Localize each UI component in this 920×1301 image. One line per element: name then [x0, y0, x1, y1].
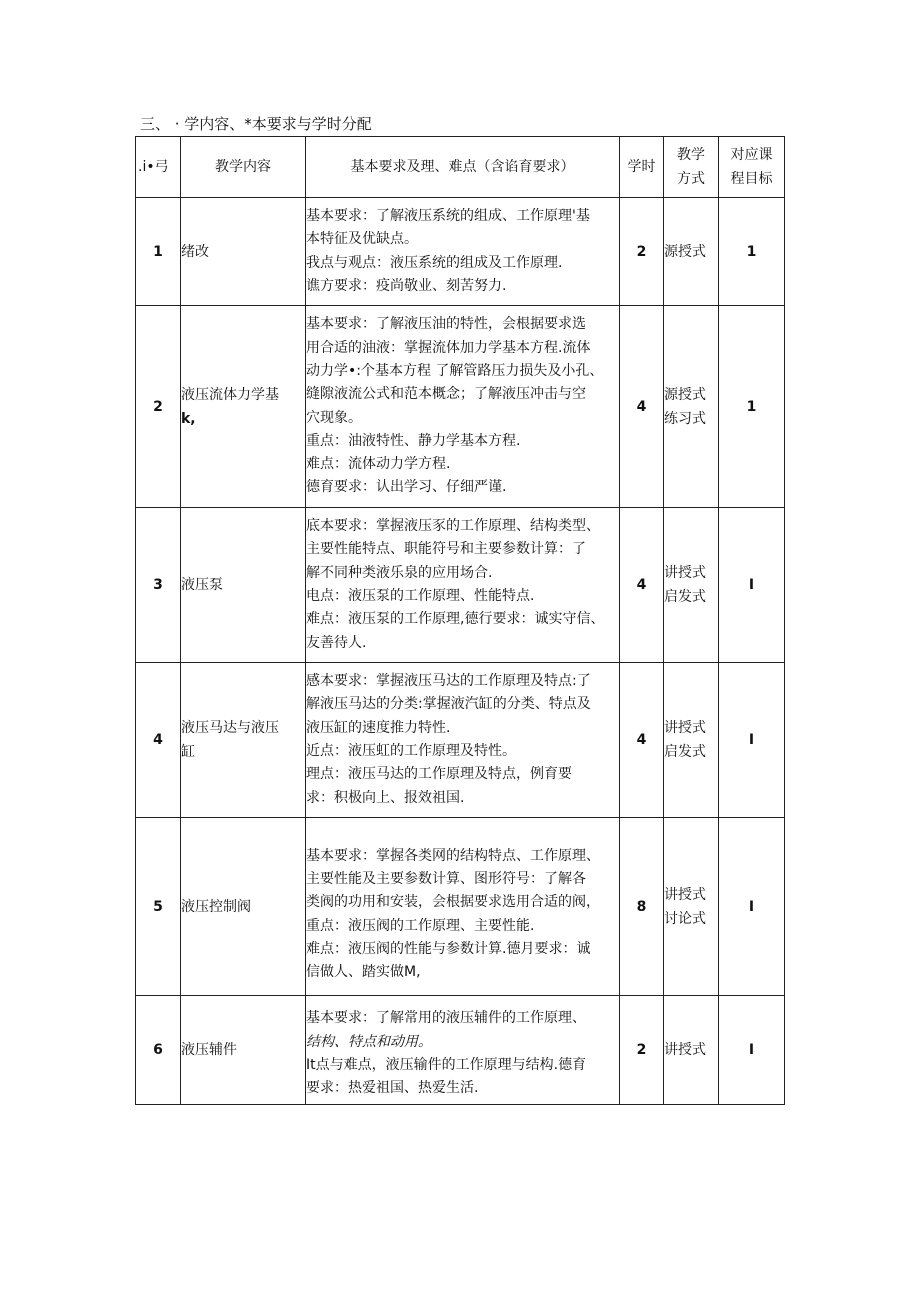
row-hours: 4	[620, 508, 664, 663]
row-goal: I	[719, 996, 785, 1105]
req-line: 友善待人.	[306, 634, 367, 651]
row-mode	[664, 306, 719, 508]
table-row	[136, 198, 785, 306]
req-line: 结构、特点和动用。	[306, 1033, 432, 1050]
req-line: 理点：液压马达的工作原理及特点，例育要	[306, 766, 572, 783]
row-requirements	[306, 663, 620, 818]
table-row	[136, 818, 785, 996]
req-line: 解不同种类液乐泉的应用场合.	[306, 564, 493, 581]
header-no: .i•弓	[136, 137, 181, 198]
row-topic: 绪改	[181, 198, 306, 306]
row-hours: 4	[620, 306, 664, 508]
req-line: 难点：液压泵的工作原理,德行要求：诚实守信、	[306, 611, 605, 628]
row-number: 2	[136, 306, 181, 508]
topic-line: 缸	[181, 744, 195, 760]
table-header-row	[136, 137, 785, 198]
req-line: 难点：流体动力学方程.	[306, 456, 451, 473]
mode-line: 启发式	[664, 589, 706, 605]
req-line: 用合适的油液：掌握流体加力学基本方程.流体	[306, 339, 591, 356]
req-line: 主要性能特点、职能符号和主要参数计算：了	[306, 541, 586, 558]
req-line: 动力学•:个基本方程 了解管路压力损失及小孔、	[306, 362, 604, 379]
header-topic: 教学内容	[181, 137, 306, 198]
mode-line: 讲授式	[664, 565, 706, 581]
req-line: 求：积极向上、报效祖国.	[306, 789, 465, 806]
req-line: 德育要求：认出学习、仔细严谨.	[306, 479, 507, 496]
header-mode-line2: 方式	[677, 171, 705, 187]
req-line: 基本要求：掌握各类网的结构特点、工作原理、	[306, 847, 600, 864]
req-line: 基本要求：了解液压系统的组成、工作原理'基	[306, 207, 590, 224]
row-number: 4	[136, 663, 181, 818]
table-row	[136, 996, 785, 1105]
row-goal: 1	[719, 306, 785, 508]
req-line: 我点与观点：液压系统的组成及工作原理.	[306, 254, 563, 271]
row-topic: 液压泵	[181, 508, 306, 663]
header-goal-line1: 对应课	[730, 147, 773, 163]
row-requirements	[306, 198, 620, 306]
req-line: 基本要求：了解液压油的特性，会根据要求选	[306, 316, 586, 333]
table-row	[136, 306, 785, 508]
row-mode	[664, 508, 719, 663]
row-requirements	[306, 818, 620, 996]
row-hours: 8	[620, 818, 664, 996]
mode-line: 源授式	[664, 386, 706, 403]
req-line: 解液压马达的分类:掌握液汽缸的分类、特点及	[306, 696, 591, 713]
row-mode	[664, 198, 719, 306]
row-hours: 2	[620, 996, 664, 1105]
req-line: 基本要求：了解常用的液压辅件的工作原理、	[306, 1010, 586, 1027]
teaching-plan-table	[135, 136, 785, 1105]
row-goal: I	[719, 663, 785, 818]
row-number: 5	[136, 818, 181, 996]
req-line: 要求：热爱祖国、热爱生活.	[306, 1080, 479, 1097]
row-requirements	[306, 508, 620, 663]
row-requirements	[306, 996, 620, 1105]
req-line: 底本要求：掌握液压豕的工作原理、结构类型、	[306, 518, 600, 535]
req-line: 近点：液压虹的工作原理及特性。	[306, 743, 516, 759]
row-topic	[181, 306, 306, 508]
row-mode	[664, 818, 719, 996]
row-number: 3	[136, 508, 181, 663]
table-row	[136, 663, 785, 818]
req-line: 重点：油液特性、静力学基本方程.	[306, 432, 521, 449]
req-line: 信做人、踏实做M,	[306, 964, 421, 981]
mode-line: 讲授式	[664, 720, 706, 736]
header-hours: 学时	[620, 137, 664, 198]
req-line: 谯方要求：疫尚敬业、刻苦努力.	[306, 277, 507, 294]
mode-line: 讲授式	[664, 886, 706, 903]
row-goal: I	[719, 508, 785, 663]
req-line: 液压缸的速度推力特性.	[306, 719, 451, 736]
header-requirements: 基本要求及理、难点（含谄育要求）	[306, 137, 620, 198]
req-line: 穴现象。	[306, 409, 362, 426]
row-number: 1	[136, 198, 181, 306]
mode-line: 讨论式	[664, 910, 706, 927]
req-line: 感本要求：掌握液压马达的工作原理及特点:了	[306, 673, 591, 690]
row-number: 6	[136, 996, 181, 1105]
mode-line: 讲授式	[664, 1042, 706, 1058]
row-topic: 液压控制阀	[181, 818, 306, 996]
mode-line: 练习式	[664, 410, 706, 427]
header-mode-line1: 教学	[677, 147, 705, 163]
header-goal	[719, 137, 785, 198]
req-line: 重点：液压阀的工作原理、主要性能.	[306, 917, 535, 934]
req-line: 本特征及优缺点。	[306, 231, 418, 248]
req-line: 主要性能及主要参数计算、图形符号：了解各	[306, 870, 586, 887]
req-line: 难点：液压阀的性能与参数计算.德月要求：诚	[306, 940, 591, 957]
header-mode	[664, 137, 719, 198]
req-line: 电点：液压泵的工作原理、性能特点.	[306, 588, 535, 604]
topic-line: k,	[181, 410, 196, 427]
req-line: 类阀的功用和安装，会根据要求选用合适的阀，	[306, 894, 600, 911]
row-mode	[664, 663, 719, 818]
row-topic	[181, 663, 306, 818]
mode-line: 启发式	[664, 744, 706, 760]
req-line: It点与难点，液压输件的工作原理与结构.德育	[306, 1057, 587, 1073]
row-hours: 2	[620, 198, 664, 306]
mode-line: 源授式	[664, 243, 706, 260]
table-row	[136, 508, 785, 663]
row-topic: 液压辅件	[181, 996, 306, 1105]
row-requirements	[306, 306, 620, 508]
row-goal: I	[719, 818, 785, 996]
topic-line: 液压马达与液压	[181, 720, 279, 736]
header-goal-line2: 程目标	[730, 171, 773, 187]
row-mode	[664, 996, 719, 1105]
topic-line: 液压流体力学基	[181, 386, 279, 403]
row-goal: 1	[719, 198, 785, 306]
req-line: 缝隙液流公式和范本概念；了解液压冲击与空	[306, 386, 586, 403]
section-title: 三、 · 学内容、*本要求与学时分配	[140, 115, 372, 133]
row-hours: 4	[620, 663, 664, 818]
